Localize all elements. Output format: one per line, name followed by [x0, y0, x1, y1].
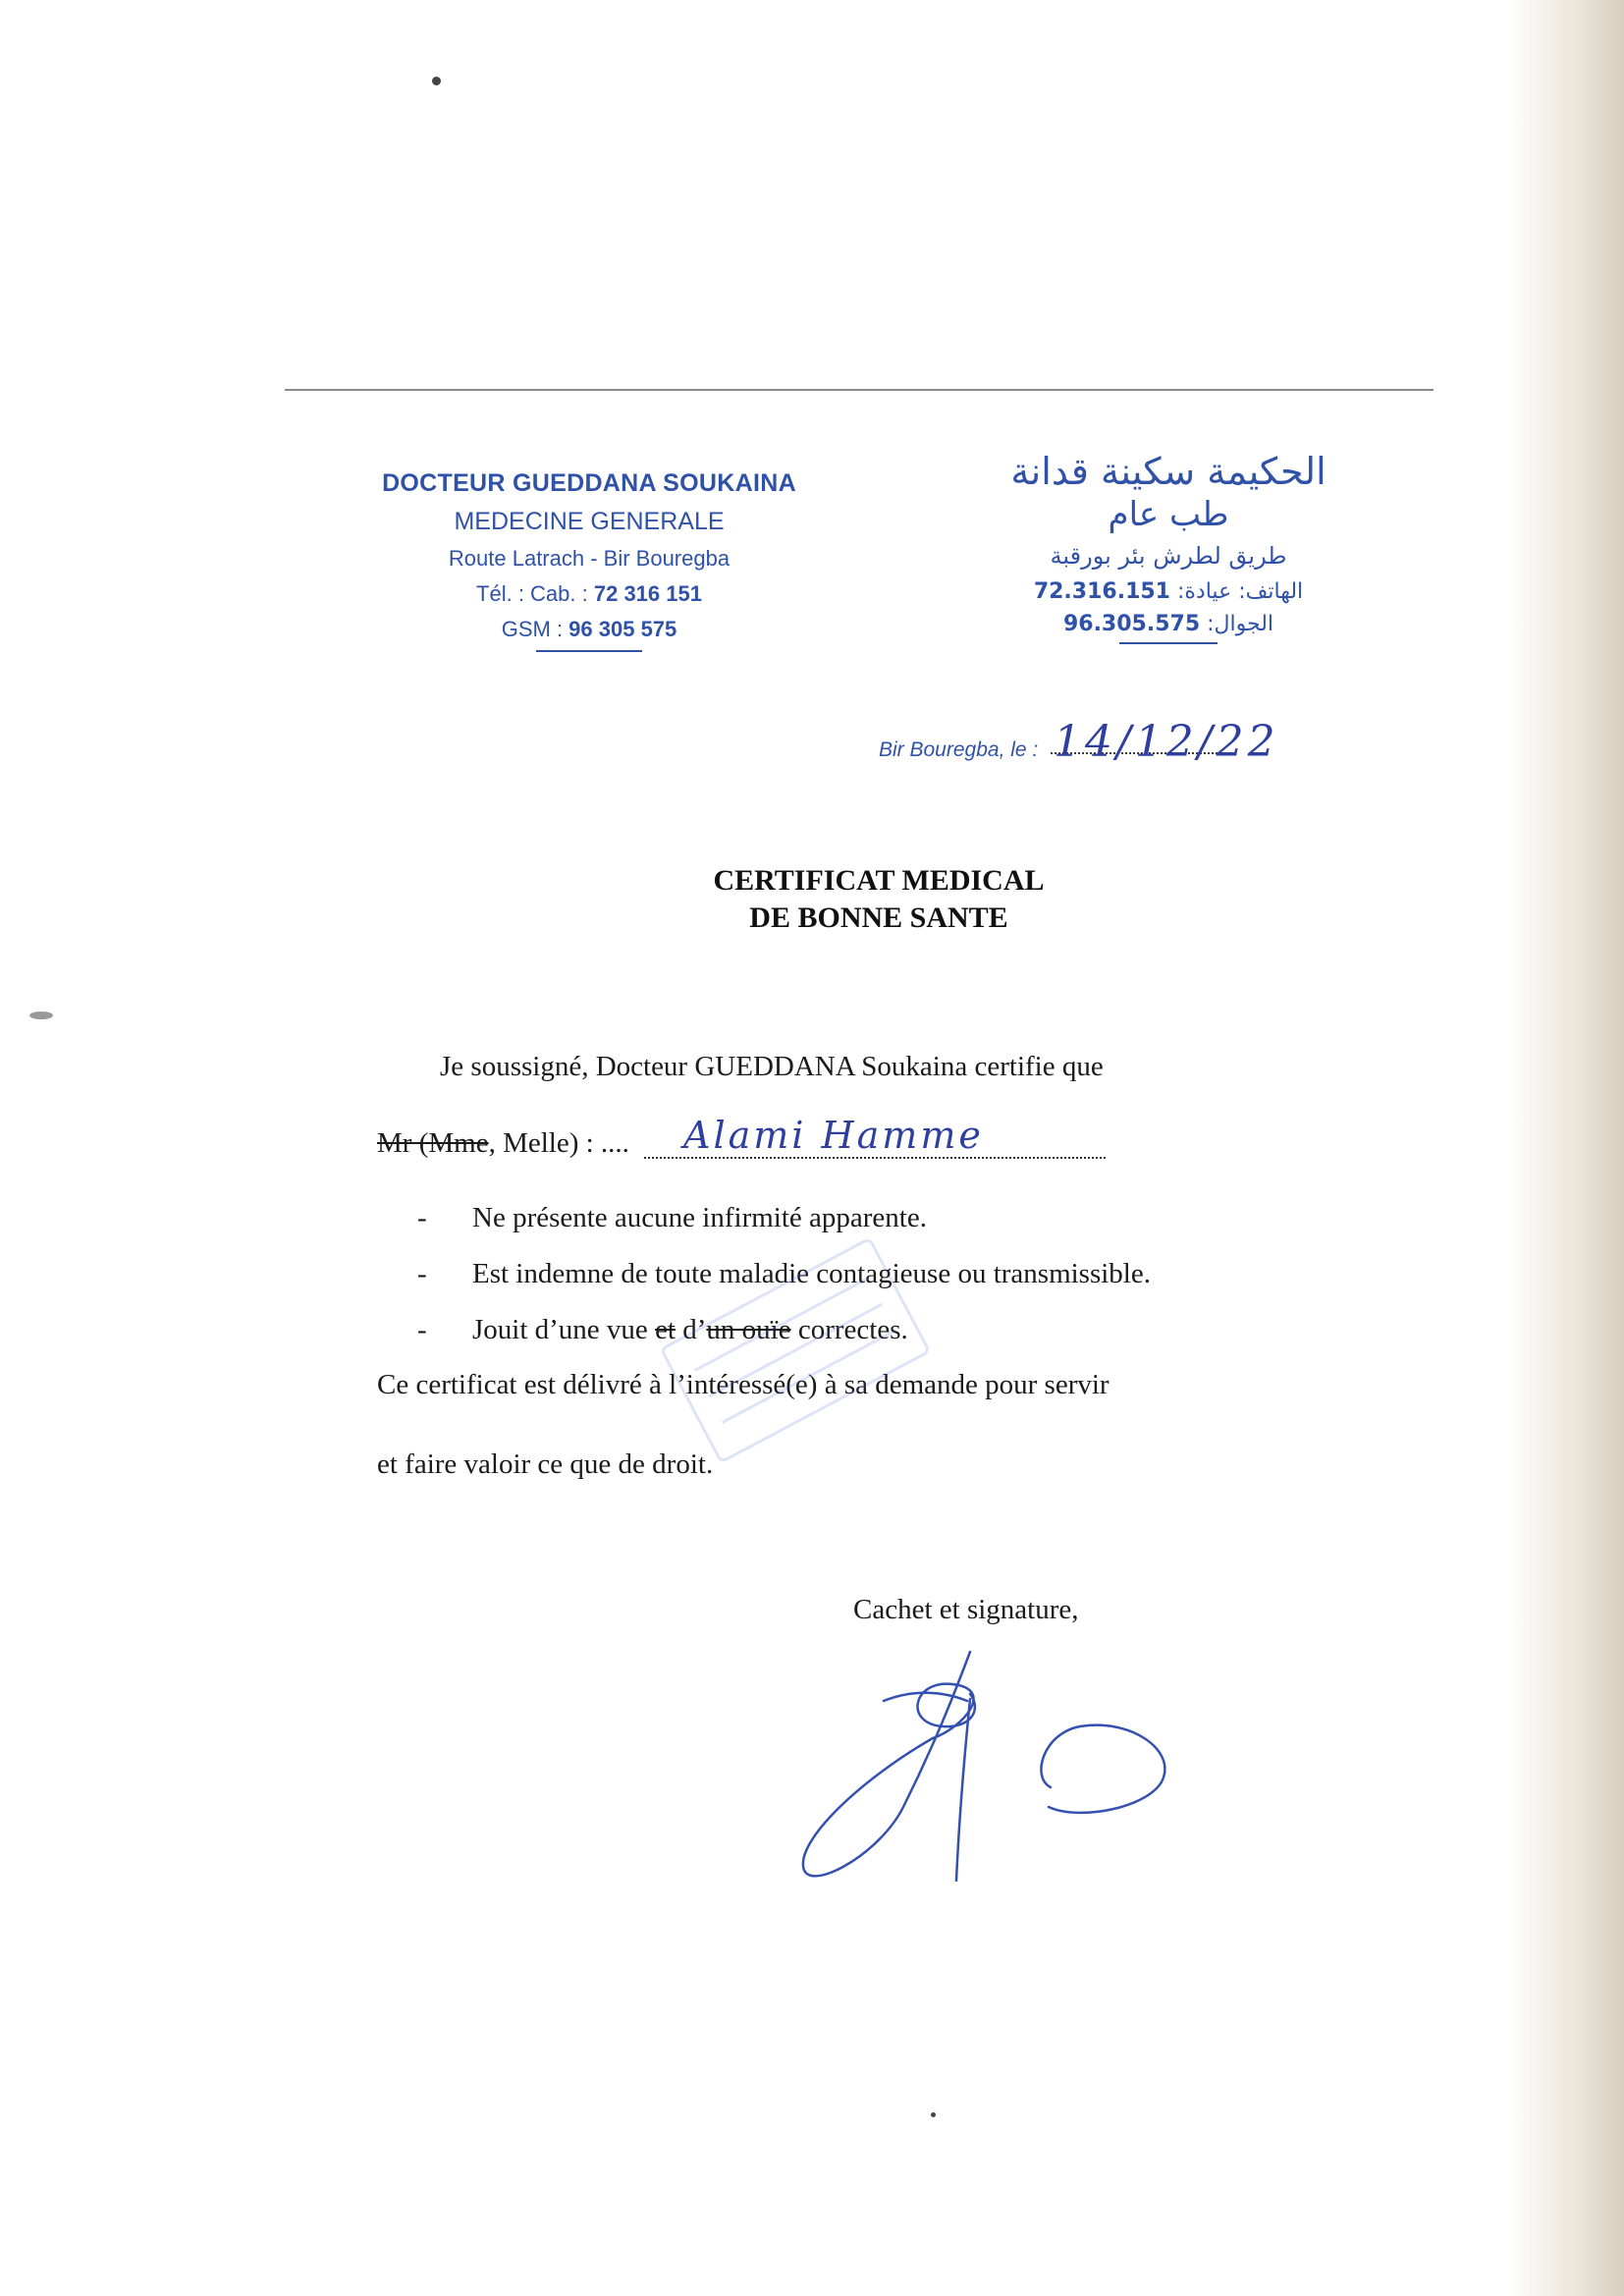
header-underline-ar [1119, 642, 1218, 644]
list-item-text: Est indemne de toute maladie contagieuse ou transmissible. [472, 1258, 1151, 1289]
certificate-title [589, 862, 1168, 937]
doctor-name-ar: الحكيمة سكينة قدانة [1010, 450, 1326, 493]
specialty-fr: MEDECINE GENERALE [454, 508, 725, 535]
patient-name-handwritten: Alami Hamme [683, 1114, 984, 1157]
phone-fr [324, 581, 854, 607]
title-line-2: DE BONNE SANTE [749, 902, 1008, 934]
patient-line [377, 1114, 1123, 1160]
phone-label-ar: الهاتف: عيادة: [1170, 579, 1304, 604]
gsm-value-ar: 96.305.575 [1062, 612, 1201, 636]
top-divider [285, 389, 1434, 391]
phone-value-ar: 72.316.151 [1033, 579, 1170, 604]
scan-speck [931, 2112, 936, 2117]
gsm-label-fr: GSM : [501, 617, 569, 641]
vision-text-2: d’ [676, 1314, 707, 1345]
vision-struck-1: et [655, 1314, 676, 1345]
list-dash: - [417, 1314, 427, 1345]
list-item-text: Ne présente aucune infirmité apparente. [472, 1202, 927, 1233]
list-dash: - [417, 1258, 427, 1289]
scan-speck [29, 1011, 53, 1019]
delivery-paragraph-line-2: et faire valoir ce que de droit. [377, 1449, 714, 1480]
gsm-value-fr: 96 305 575 [568, 617, 677, 641]
title-line-1: CERTIFICAT MEDICAL [713, 864, 1045, 897]
title-rest: , Melle) : .... [488, 1127, 629, 1159]
letterhead-french [324, 469, 854, 652]
date-label: Bir Bouregba, le : [879, 738, 1039, 761]
doctor-name-fr: DOCTEUR GUEDDANA SOUKAINA [382, 469, 796, 497]
vision-struck-2: un ouïe [706, 1314, 791, 1345]
title-struck: Mr (Mme [377, 1127, 489, 1159]
vision-text-3: correctes. [790, 1314, 908, 1345]
address-ar: طريق لطرش بئر بورقبة [1050, 542, 1287, 570]
letterhead-arabic [943, 450, 1394, 644]
intro-sentence: Je soussigné, Docteur GUEDDANA Soukaina certifie que [440, 1051, 1104, 1082]
list-dash: - [417, 1202, 427, 1233]
specialty-ar: طب عام [1108, 495, 1229, 534]
delivery-paragraph-line-1: Ce certificat est délivré à l’intéressé(e) à sa demande pour servir [377, 1369, 1110, 1400]
header-underline-fr [536, 650, 642, 652]
scan-speck [432, 77, 441, 85]
signature [785, 1640, 1178, 1905]
date-line [879, 717, 1340, 776]
phone-value-fr: 72 316 151 [593, 581, 702, 606]
patient-dotted-line [644, 1157, 1106, 1159]
vision-text-1: Jouit d’une vue [472, 1314, 656, 1345]
date-handwritten: 14/12/22 [1054, 717, 1279, 767]
page-edge-shadow [1506, 0, 1624, 2296]
gsm-fr [324, 617, 854, 642]
address-fr: Route Latrach - Bir Bouregba [448, 546, 731, 571]
phone-ar [943, 579, 1394, 604]
phone-label-fr: Tél. : Cab. : [476, 581, 594, 606]
gsm-label-ar: الجوال: [1200, 612, 1274, 636]
gsm-ar [943, 612, 1394, 636]
faint-stamp [648, 1228, 943, 1473]
stamp-signature-label: Cachet et signature, [853, 1594, 1079, 1625]
